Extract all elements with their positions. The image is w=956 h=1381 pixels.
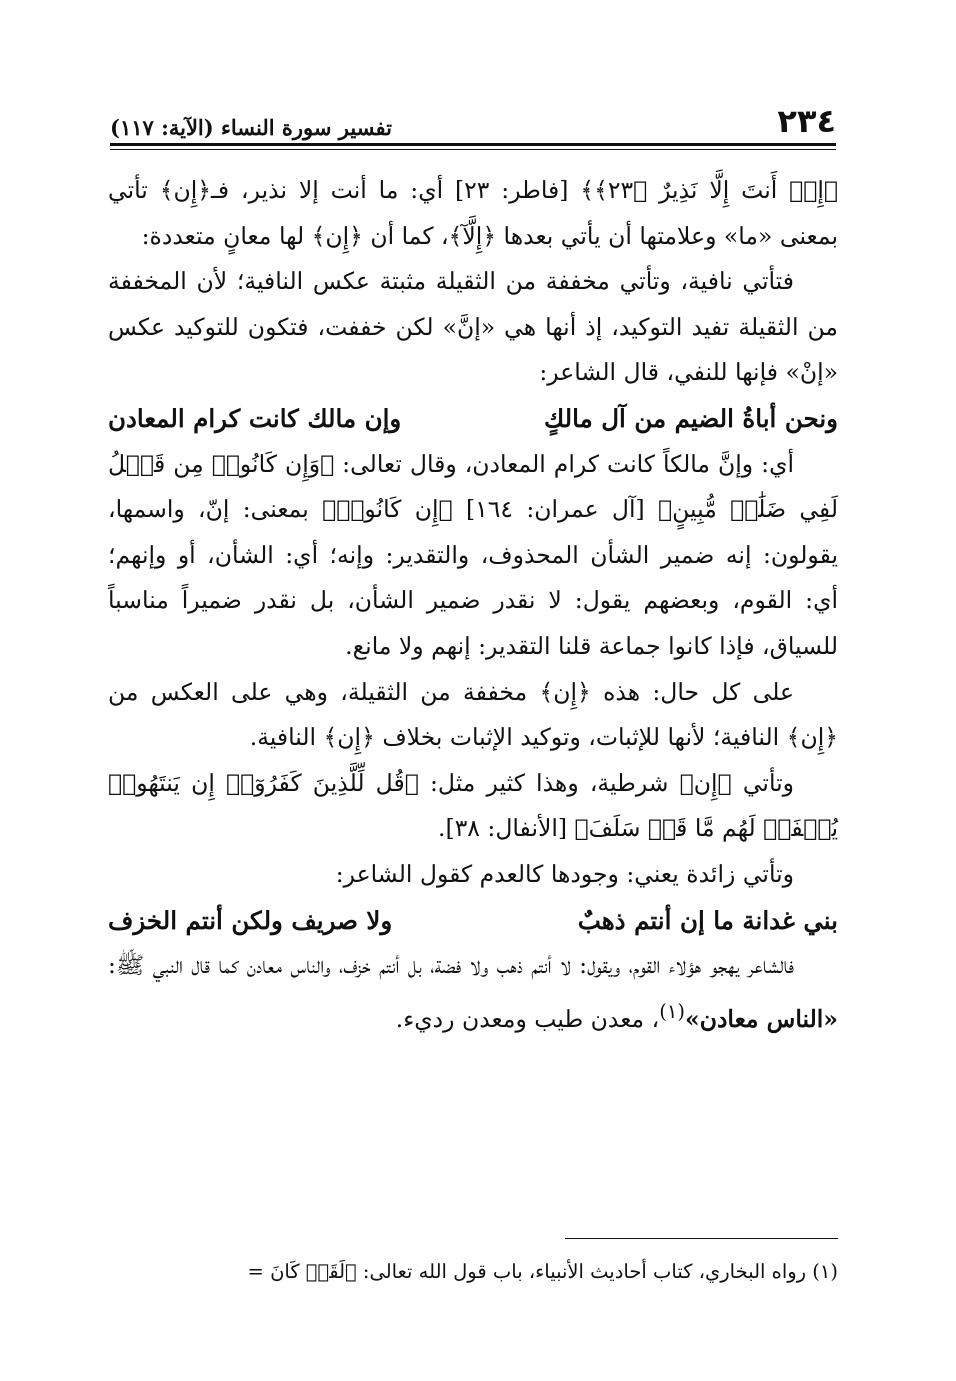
- paragraph-6: وتأتي زائدة يعني: وجودها كالعدم كقول الشاعر:: [335, 859, 794, 888]
- header-rule-thin: [110, 149, 836, 150]
- footnote-separator: [565, 1238, 838, 1239]
- verse-2-second-hemistich: ولا صريف ولكن أنتم الخزف: [108, 905, 393, 935]
- paragraph-7-end: ، معدن طيب ومعدن رديء.: [395, 1004, 660, 1033]
- verse-1-second-hemistich: وإن مالك كانت كرام المعادن: [108, 403, 402, 433]
- paragraph-3: أي: وإنَّ مالكاً كانت كرام المعادن، وقال تعالى: ﴿وَإِن كَانُوا۟ مِن قَبۡلُ لَفِي ضَلَٰلٖ مُّبِينٍ﴾ [آل عمران: ١٦٤] ﴿إِن كَانُوا۟﴾ بمعنى: إنّ، واسمها، يقولون: إنه ضمير الشأن المحذوف، والتقدير: وإنه؛ أي: الشأن، أو وإنهم؛ أي: القوم، وبعضهم يقول: لا نقدر ضمير الشأن، بل نقدر ضميراً مناسباً للسياق، فإذا كانوا جماعة قلنا التقدير: إنهم ولا مانع.: [108, 449, 838, 660]
- paragraph-2: فتأتي نافية، وتأتي مخففة من الثقيلة مثبتة عكس النافية؛ لأن المخففة من الثقيلة تفيد التوكيد، إذ أنها هي «إنَّ» لكن خففت، فتكون للتوكيد عكس «إنْ» فإنها للنفي، قال الشاعر:: [108, 267, 838, 387]
- paragraph-5: وتأتي ﴿إِن﴾ شرطية، وهذا كثير مثل: ﴿قُل لِّلَّذِينَ كَفَرُوٓا۟ إِن يَنتَهُوا۟ يُغۡفَرۡ لَهُم مَّا قَدۡ سَلَفَ﴾ [الأنفال: ٣٨].: [108, 768, 838, 843]
- header-rule-thick: [110, 143, 836, 146]
- poetry-verse-1: [108, 396, 838, 442]
- footnote-reference[interactable]: (١): [659, 999, 685, 1023]
- paragraph-4: على كل حال: هذه ﴿إِن﴾ مخففة من الثقيلة، وهي على العكس من ﴿إِن﴾ النافية؛ لأنها للإثبات، وتوكيد الإثبات بخلاف ﴿إِن﴾ النافية.: [108, 677, 838, 752]
- running-title: تفسير سورة النساء (الآية: ١١٧): [110, 115, 392, 140]
- verse-1-first-hemistich: ونحن أباةُ الضيم من آل مالكٍ: [544, 403, 838, 433]
- poetry-verse-2: [108, 898, 838, 944]
- paragraph-1: ﴿إِنۡ أَنتَ إِلَّا نَذِيرٌ ﴿٢٣﴾﴾ [فاطر: ٢٣] أي: ما أنت إلا نذير، فـ﴿إِن﴾ تأتي بمعنى «ما» وعلامتها أن يأتي بعدها ﴿إِلَّآ﴾، كما أن ﴿إِن﴾ لها معانٍ متعددة:: [108, 176, 838, 250]
- body-text: [108, 168, 838, 1042]
- hadith-quote: «الناس معادن»: [685, 1004, 838, 1033]
- page-number: ٢٣٤: [777, 102, 836, 140]
- page-header: [110, 88, 836, 140]
- footnote-1: (١) رواه البخاري، كتاب أحاديث الأنبياء، باب قول الله تعالى: ﴿لَقَدۡ كَانَ =: [247, 1260, 838, 1283]
- paragraph-7: [108, 943, 838, 1042]
- verse-2-first-hemistich: بني غدانة ما إن أنتم ذهبٌ: [577, 905, 838, 935]
- paragraph-7-main: فالشاعر يهجو هؤلاء القوم، ويقول: لا أنتم ذهب ولا فضة، بل أنتم خزف، والناس معادن كما قال النبي ﷺ:: [108, 951, 794, 980]
